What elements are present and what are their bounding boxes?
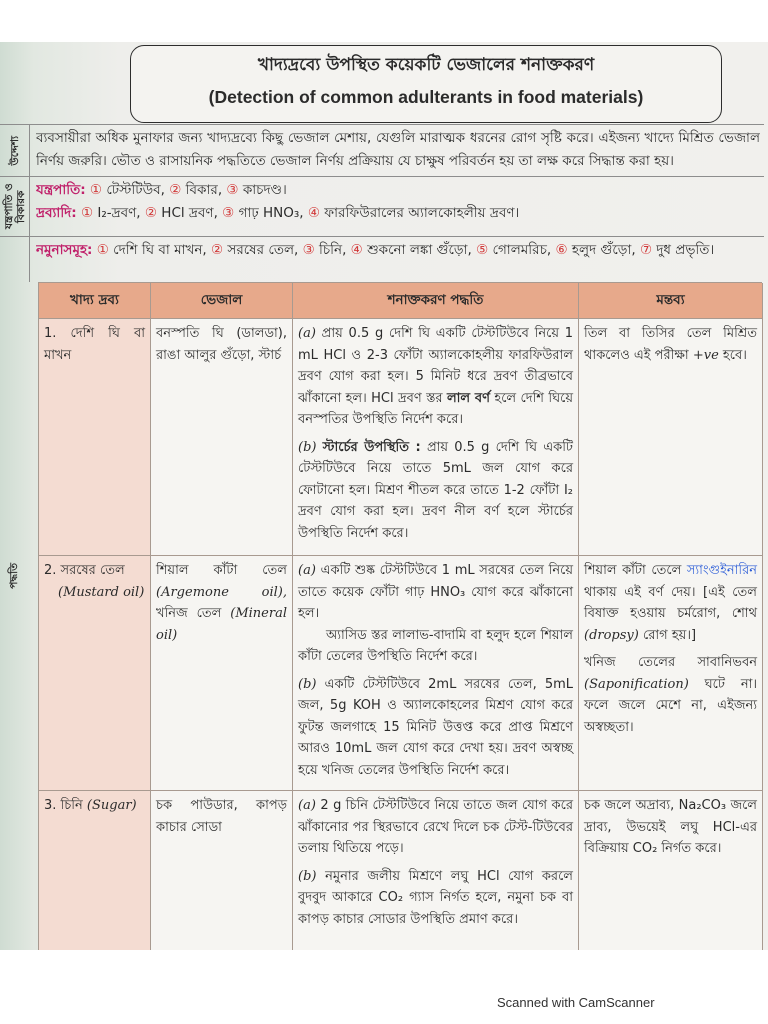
method-text: একটি টেস্টটিউবে 2mL সরষের তেল, 5mL জল, 5g KOH ও অ্যালকোহলের মিশ্রণ যোগ করে ফুটন্ত জলগাহে 15 মিনিট উত্তপ্ত করে প্রাপ্ত মিশ্রণে আরও 10mL জল যোগ করে দেখা হয়। দ্রবণ অস্বচ্ছ হয়ে খনিজ তেলের উপস্থিতি নির্দেশ করে। <box>298 676 573 778</box>
book-page <box>0 42 768 950</box>
circled-number: ④ <box>350 242 363 258</box>
list-item: বিকার, <box>185 182 223 198</box>
method-text: অ্যাসিড স্তর লালাভ-বাদামি বা হলুদ হলে শিয়াল কাঁটা তেলের উপস্থিতি নির্দেশ করে। <box>298 627 573 664</box>
apparatus-side-label: যন্ত্রপাতি ও বিকারক <box>2 183 27 230</box>
circled-number: ① <box>89 182 103 198</box>
method-label: (a) <box>298 563 316 578</box>
table-row-2-food <box>39 556 151 791</box>
reagents-label: দ্রব্যাদি: <box>36 205 77 221</box>
method-a <box>298 560 573 668</box>
table-row-2-adulterant <box>151 556 293 791</box>
list-item: হলুদ গুঁড়ো, <box>571 242 636 258</box>
method-a <box>298 323 573 431</box>
adulterant-name: খনিজ তেল <box>156 606 222 621</box>
apparatus-section <box>0 176 764 236</box>
method-text: হলে দেশি ঘিয়ে বনস্পতির উপস্থিতি নির্দেশ করে। <box>298 390 573 427</box>
remark-text: হবে। <box>722 347 747 363</box>
circled-number: ③ <box>302 242 315 258</box>
method-heading: স্টার্চের উপস্থিতি : <box>322 439 421 455</box>
circled-number: ② <box>211 242 224 258</box>
remark-text: খনিজ তেলের সাবানিভবন <box>584 655 757 670</box>
apparatus-line <box>36 179 760 202</box>
table-row-1-food <box>39 319 151 556</box>
list-item: HCl দ্রবণ, <box>161 205 218 221</box>
list-item: সরষের তেল, <box>227 242 299 258</box>
method-a <box>298 795 573 860</box>
adulterant-name-english: (Mineral oil) <box>156 606 287 643</box>
food-name: দেশি ঘি বা মাখন <box>44 326 145 363</box>
list-item: গাঢ় HNO₃, <box>238 205 304 221</box>
list-item: কাচদণ্ড। <box>242 182 287 198</box>
table-row-3-method <box>293 791 579 950</box>
remark-2 <box>584 652 757 738</box>
remark-highlight: স্যাংগুইনারিন <box>686 563 757 578</box>
objective-section <box>0 124 764 176</box>
remark-text: তিল বা তিসির তেল মিশ্রিত থাকলেও এই পরীক্ষা <box>584 326 757 363</box>
list-item: শুকনো লঙ্কা গুঁড়ো, <box>367 242 472 258</box>
method-text: 2 g চিনি টেস্টটিউবে নিয়ে তাতে জল যোগ করে ঝাঁকানোর পর স্থিরভাবে রেখে দিলে চক টেস্ট-টিউবের তলায় থিতিয়ে পড়ে। <box>298 798 574 856</box>
header-food-item: খাদ্য দ্রব্য <box>39 283 151 319</box>
adulterant-name: শিয়াল কাঁটা তেল <box>156 563 287 578</box>
circled-number: ⑥ <box>555 242 568 258</box>
samples-text <box>36 239 760 282</box>
food-name-english: (Sugar) <box>86 798 137 813</box>
list-item: দেশি ঘি বা মাখন, <box>113 242 207 258</box>
circled-number: ② <box>144 205 157 221</box>
method-b <box>298 866 573 931</box>
table-row-2-remark <box>579 556 763 791</box>
row-number: 2. <box>44 563 57 578</box>
method-text: নমুনার জলীয় মিশ্রণে লঘু HCl যোগ করলে বুদবুদ আকারে CO₂ গ্যাস নির্গত হলে, নমুনা চক বা কাপড় কাচার সোডার উপস্থিতি প্রমাণ করে। <box>298 868 573 927</box>
food-name-english: (Mustard oil) <box>58 584 145 600</box>
row-number: 3. <box>44 798 57 813</box>
circled-number: ⑤ <box>476 242 489 258</box>
list-item: দুধ প্রভৃতি। <box>656 242 715 258</box>
remark-text: শিয়াল কাঁটা তেলে <box>584 563 682 578</box>
method-text: প্রায় 0.5 g দেশি ঘি একটি টেস্টটিউবে নিয়ে তাতে 5mL জল যোগ করে ফোটানো হল। মিশ্রণ শীতল করে তাতে 1-2 ফোঁটা I₂ দ্রবণ যোগ করা হল। দ্রবণ নীল বর্ণ হলে স্টার্চের উপস্থিতি নির্দেশ করে। <box>298 439 574 541</box>
list-item: গোলমরিচ, <box>492 242 552 258</box>
method-label: (b) <box>298 676 317 692</box>
page-title: খাদ্যদ্রব্যে উপস্থিত কয়েকটি ভেজালের শনাক্তকরণ <box>257 55 595 75</box>
table-row-3-adulterant: চক পাউডার, কাপড় কাচার সোডা <box>151 791 293 950</box>
method-b <box>298 674 573 782</box>
remark-text: ঘটে না। ফলে জলে মেশে না, এইজন্য অস্বচ্ছতা। <box>584 676 757 735</box>
table-row-1-adulterant: বনস্পতি ঘি (ডালডা), রাঙা আলুর গুঁড়ো, স্টার্চ <box>151 319 293 556</box>
side-label-cell <box>0 177 30 236</box>
adulterant-name-english: (Argemone oil), <box>156 584 287 600</box>
table-row-2-method <box>293 556 579 791</box>
list-item: চিনি, <box>319 242 347 258</box>
title-box <box>130 45 722 123</box>
list-item: ফারফিউরালের অ্যালকোহলীয় দ্রবণ। <box>324 205 520 221</box>
table-row-1-remark <box>579 319 763 556</box>
circled-number: ③ <box>222 205 235 221</box>
table-row-1-method <box>293 319 579 556</box>
circled-number: ③ <box>226 182 239 198</box>
objective-text: ব্যবসায়ীরা অধিক মুনাফার জন্য খাদ্যদ্রব্যে কিছু ভেজাল মেশায়, যেগুলি মারাত্মক ধরনের রোগ সৃষ্টি করে। এইজন্য খাদ্যে মিশ্রিত ভেজাল নির্ণয় জরুরি। ভৌত ও রাসায়নিক পদ্ধতিতে ভেজাল নির্ণয় প্রক্রিয়ায় যে চাক্ষুষ পরিবর্তন হয় তা লক্ষ করে সিদ্ধান্ত করা হয়। <box>36 130 760 169</box>
remark-text: রোগ হয়।] <box>642 627 697 643</box>
method-label: (b) <box>298 439 317 455</box>
table-row-3-remark: চক জলে অদ্রাব্য, Na₂CO₃ জলে দ্রাব্য, উভয়েই লঘু HCl-এর বিক্রিয়ায় CO₂ নির্গত করে। <box>579 791 763 950</box>
circled-number: ① <box>80 205 94 221</box>
circled-number: ④ <box>307 205 320 221</box>
table-row-3-food <box>39 791 151 950</box>
page-subtitle: (Detection of common adulterants in food materials) <box>208 87 644 107</box>
side-label-cell <box>0 125 30 176</box>
method-label: (a) <box>298 798 316 813</box>
row-number: 1. <box>44 326 57 341</box>
apparatus-label: যন্ত্রপাতি: <box>36 182 86 198</box>
procedure-side-label: পদ্ধতি <box>8 563 20 589</box>
circled-number: ⑦ <box>639 242 653 258</box>
method-emphasis: লাল বর্ণ <box>446 390 490 406</box>
list-item: I₂-দ্রবণ, <box>97 205 141 221</box>
method-label: (b) <box>298 868 317 884</box>
scanner-watermark: Scanned with CamScanner <box>497 995 655 1010</box>
method-b <box>298 437 573 545</box>
header-adulterant: ভেজাল <box>151 283 293 319</box>
method-label: (a) <box>298 326 316 341</box>
circled-number: ② <box>169 182 182 198</box>
remark-italic: (Saponification) <box>584 676 689 692</box>
header-remarks: মন্তব্য <box>579 283 763 319</box>
circled-number: ① <box>96 242 109 258</box>
method-text: প্রায় 0.5 g দেশি ঘি একটি টেস্টটিউবে নিয়ে 1 mL HCl ও 2-3 ফোঁটা অ্যালকোহলীয় ফারফিউরাল দ্রবণ যোগ করা হল। 5 মিনিট ধরে দ্রবণ তীব্রভাবে ঝাঁকানো হল। HCl দ্রবণ স্তর <box>298 326 574 406</box>
remark-1 <box>584 560 757 646</box>
samples-section <box>0 236 764 282</box>
procedure-side-label-box <box>3 552 25 600</box>
remark-text: থাকায় এই বর্ণ দেয়। [এই তেল বিষাক্ত হওয়ায় চর্মরোগ, শোথ <box>584 584 757 621</box>
food-name: চিনি <box>60 798 83 813</box>
remark-italic: (dropsy) <box>584 627 639 643</box>
side-label-cell <box>0 237 30 282</box>
adulterant-table <box>38 282 762 950</box>
reagents-line <box>36 202 760 225</box>
method-text: একটি শুষ্ক টেস্টটিউবে 1 mL সরষের তেল নিয়ে তাতে কয়েক ফোঁটা গাঢ় HNO₃ যোগ করে ঝাঁকানো হল। <box>298 563 573 621</box>
objective-side-label: উদ্দেশ্য <box>8 135 21 166</box>
samples-label: নমুনাসমূহ: <box>36 242 93 258</box>
header-detection-method: শনাক্তকরণ পদ্ধতি <box>293 283 579 319</box>
remark-italic: +ve <box>692 347 719 363</box>
list-item: টেস্টটিউব, <box>106 182 165 198</box>
apparatus-text <box>36 179 760 236</box>
food-name: সরষের তেল <box>60 563 125 578</box>
